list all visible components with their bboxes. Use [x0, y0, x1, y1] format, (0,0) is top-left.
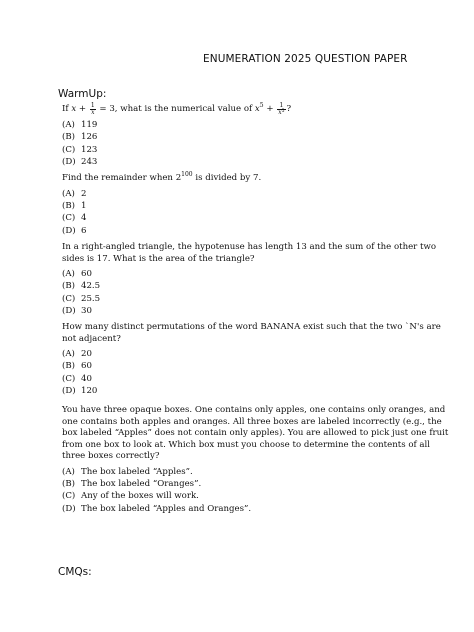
question-3-options — [62, 269, 456, 319]
option-d: (D) The box labeled “Apples and Oranges”. — [62, 503, 252, 514]
question-3-text: In a right-angled triangle, the hypotenuse has length 13 and the sum of the other two sides is 17. What is the area of the triangle? — [62, 242, 437, 264]
option-b: (B) 1 — [62, 200, 87, 211]
question-5-options — [62, 467, 456, 517]
question-2-text — [62, 173, 456, 185]
question-2-options — [62, 189, 456, 239]
option-b: (B) 42.5 — [62, 281, 101, 292]
option-d: (D) 6 — [62, 225, 87, 236]
page-title: ENUMERATION 2025 QUESTION PAPER — [203, 53, 408, 65]
question-1-text-post: ? — [286, 104, 292, 114]
fraction-one-over-x: $\frac{1}{x}$ — [90, 102, 95, 116]
question-1-options — [62, 120, 456, 170]
option-c: (C) Any of the boxes will work. — [62, 491, 199, 502]
question-1 — [62, 103, 456, 170]
option-a: (A) 60 — [62, 269, 92, 279]
fraction-one-over-x5: $\frac{1}{x^5}$ — [278, 102, 285, 116]
question-5-text: You have three opaque boxes. One contains only apples, one contains only oranges, and one contains both apples and oranges. All three boxes are labeled incorrectly (e.g., the box labeled “Apples” does not contain only apples). You are allowed to pick just one fruit from one box to look at. Which box must you choose to determine the contents of all three boxes correctly? — [62, 405, 449, 461]
option-c: (C) 40 — [62, 373, 92, 384]
option-a: (A) The box labeled “Apples”. — [62, 466, 193, 477]
option-b: (B) 60 — [62, 361, 92, 372]
option-b: (B) 126 — [62, 132, 98, 143]
question-2 — [62, 173, 456, 238]
option-a: (A) 20 — [62, 349, 92, 359]
option-a: (A) 2 — [62, 188, 87, 199]
question-1-text-pre: If — [62, 104, 72, 114]
question-3 — [62, 242, 456, 319]
section-heading-cmqs: CMQs: — [58, 566, 92, 578]
question-1-text: If x + $\frac{1}{x}$ = 3, what is the numerical value of $x^5$ + $\frac{1}{x^5}$ ? — [62, 102, 292, 116]
option-c: (C) 25.5 — [62, 293, 101, 304]
question-4-text: How many distinct permutations of the word BANANA exist such that the two `N's are not adjacent? — [62, 322, 441, 344]
option-a: (A) 119 — [62, 120, 98, 130]
option-b: (B) The box labeled “Oranges”. — [62, 478, 202, 489]
question-1-text-mid: = 3, what is the numerical value of — [96, 104, 255, 114]
question-2-text-post: is divided by 7. — [192, 173, 262, 183]
section-heading-warmup: WarmUp: — [58, 88, 107, 100]
option-d: (D) 243 — [62, 157, 98, 168]
question-5 — [62, 405, 456, 516]
question-2-text-pre: Find the remainder when 2 — [62, 173, 182, 183]
option-c: (C) 4 — [62, 213, 87, 224]
question-2-exponent: 100 — [181, 171, 193, 178]
option-c: (C) 123 — [62, 144, 98, 155]
option-d: (D) 30 — [62, 306, 92, 317]
question-4 — [62, 322, 456, 399]
option-d: (D) 120 — [62, 386, 98, 397]
question-4-options — [62, 349, 456, 399]
